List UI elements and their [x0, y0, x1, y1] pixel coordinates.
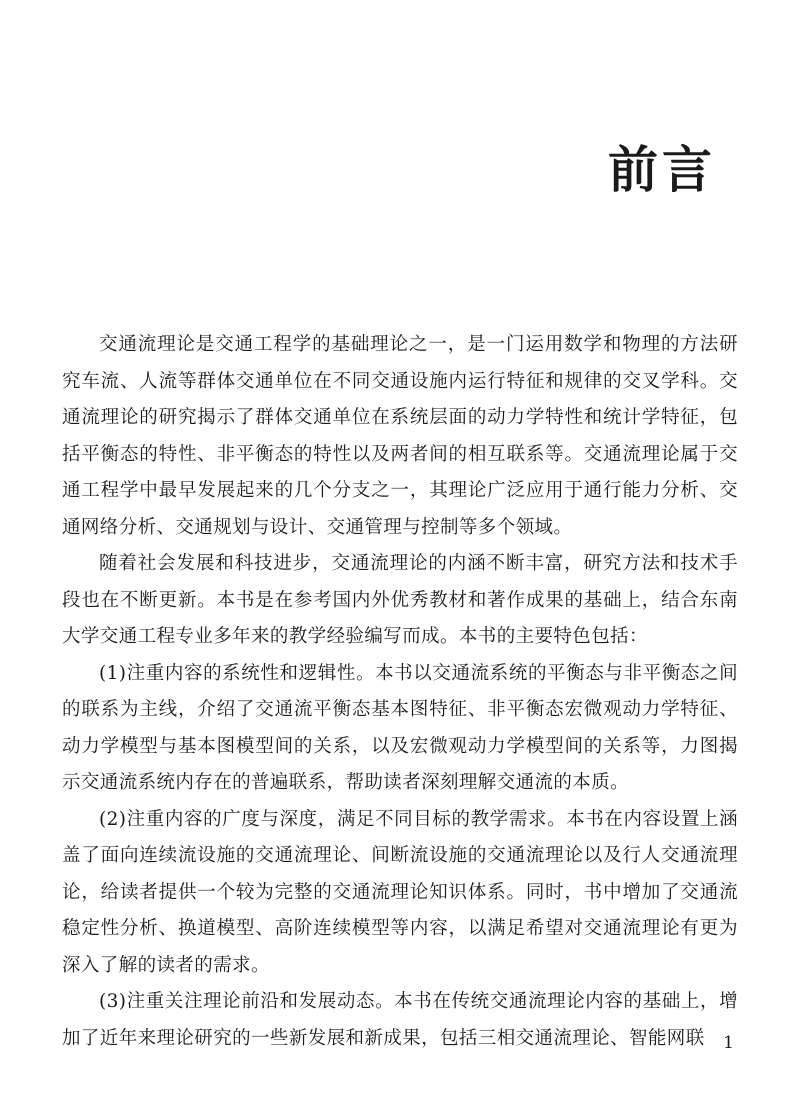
paragraph-feature-1: (1)注重内容的系统性和逻辑性。本书以交通流系统的平衡态与非平衡态之间的联系为主线，介绍了交通流平衡态基本图特征、非平衡态宏微观动力学特征、动力学模型与基本图模型间的关系，以及宏微观动力学模型间的关系等，力图揭示交通流系统内存在的普遍联系，帮助读者深刻理解交通流的本质。: [62, 662, 738, 793]
paragraph-background: 随着社会发展和科技进步，交通流理论的内涵不断丰富，研究方法和技术手段也在不断更新。本书是在参考国内外优秀教材和著作成果的基础上，结合东南大学交通工程专业多年来的教学经验编写而成。本书的主要特色包括：: [62, 553, 738, 647]
paragraph-feature-3: (3)注重关注理论前沿和发展动态。本书在传统交通流理论内容的基础上，增加了近年来理论研究的一些新发展和新成果，包括三相交通流理论、智能网联: [62, 991, 738, 1049]
paragraph-feature-2: (2)注重内容的广度与深度，满足不同目标的教学需求。本书在内容设置上涵盖了面向连续流设施的交通流理论、间断流设施的交通流理论以及行人交通流理论，给读者提供一个较为完整的交通流理论知识体系。同时，书中增加了交通流稳定性分析、换道模型、高阶连续模型等内容，以满足希望对交通流理论有更为深入了解的读者的需求。: [62, 808, 738, 976]
page-number: 1: [723, 1033, 734, 1053]
paragraph-intro: 交通流理论是交通工程学的基础理论之一，是一门运用数学和物理的方法研究车流、人流等群体交通单位在不同交通设施内运行特征和规律的交叉学科。交通流理论的研究揭示了群体交通单位在系统层面的动力学特性和统计学特征，包括平衡态的特性、非平衡态的特性以及两者间的相互联系等。交通流理论属于交通工程学中最早发展起来的几个分支之一，其理论广泛应用于通行能力分析、交通网络分析、交通规划与设计、交通管理与控制等多个领域。: [62, 334, 738, 538]
preface-body: [62, 327, 738, 1057]
chapter-title: 前言: [608, 141, 716, 199]
